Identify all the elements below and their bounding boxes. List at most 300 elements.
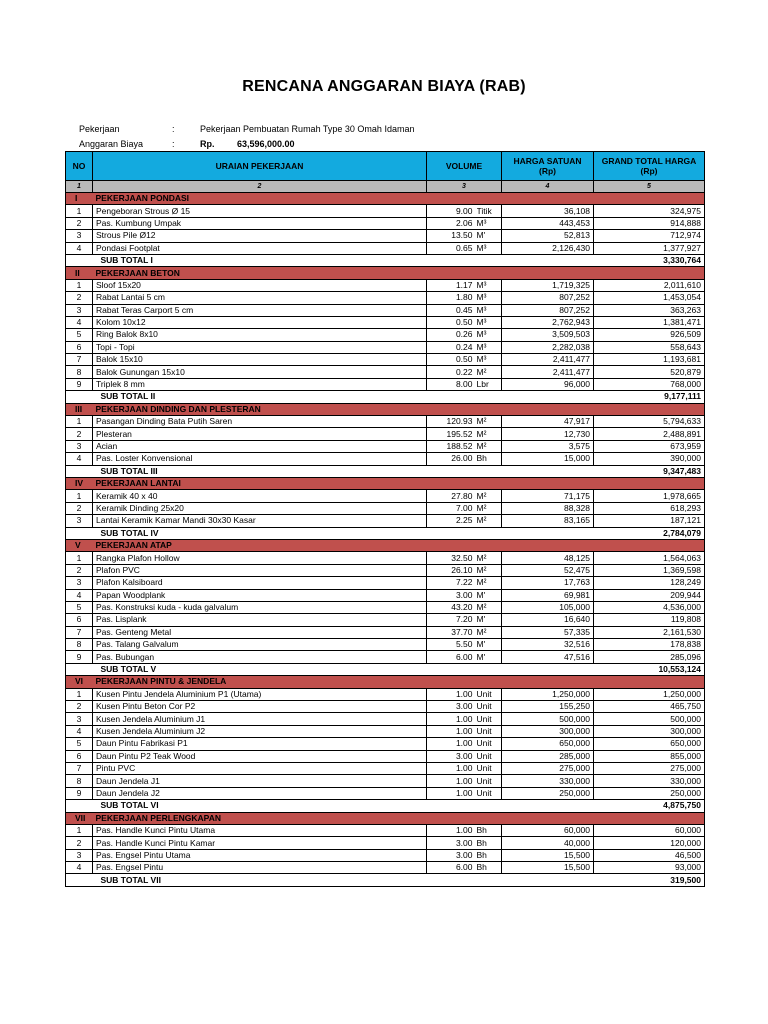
item-unit: Unit	[477, 688, 502, 700]
column-number: 1	[66, 181, 93, 193]
item-number: 2	[66, 292, 93, 304]
section-header-row	[66, 812, 705, 824]
item-total: 520,879	[594, 366, 705, 378]
item-description: Daun Pintu Fabrikasi P1	[93, 738, 427, 750]
item-unit-price: 300,000	[502, 725, 594, 737]
item-number: 2	[66, 564, 93, 576]
item-unit-price: 650,000	[502, 738, 594, 750]
table-row	[66, 837, 705, 849]
item-unit: M'	[477, 589, 502, 601]
item-unit-price: 500,000	[502, 713, 594, 725]
item-unit: M²	[477, 366, 502, 378]
subtotal-row	[66, 800, 705, 812]
item-description: Pas. Engsel Pintu Utama	[93, 849, 427, 861]
item-unit: M'	[477, 614, 502, 626]
item-total: 618,293	[594, 502, 705, 514]
item-description: Pas. Talang Galvalum	[93, 639, 427, 651]
item-total: 93,000	[594, 862, 705, 874]
item-description: Pas. Lisplank	[93, 614, 427, 626]
anggaran-value: 63,596,000.00	[237, 139, 295, 149]
item-unit: Bh	[477, 453, 502, 465]
header-harga-satuan: HARGA SATUAN (Rp)	[502, 152, 594, 181]
section-header-row	[66, 193, 705, 205]
item-unit: M³	[477, 341, 502, 353]
table-row	[66, 775, 705, 787]
subtotal-value: 3,330,764	[594, 254, 705, 266]
item-number: 6	[66, 614, 93, 626]
item-description: Pas. Kumbung Umpak	[93, 217, 427, 229]
item-description: Keramik 40 x 40	[93, 490, 427, 502]
item-total: 300,000	[594, 725, 705, 737]
table-row	[66, 849, 705, 861]
item-unit-price: 96,000	[502, 378, 594, 390]
item-unit: M²	[477, 552, 502, 564]
item-unit-price: 285,000	[502, 750, 594, 762]
item-number: 1	[66, 552, 93, 564]
item-unit-price: 3,575	[502, 440, 594, 452]
item-description: Daun Jendela J2	[93, 787, 427, 799]
item-volume: 120.93	[427, 416, 477, 428]
item-unit: M'	[477, 230, 502, 242]
item-description: Plafon Kalsiboard	[93, 577, 427, 589]
item-volume: 43.20	[427, 601, 477, 613]
subtotal-spacer	[66, 391, 93, 403]
item-unit: M²	[477, 601, 502, 613]
item-unit-price: 88,328	[502, 502, 594, 514]
item-unit-price: 250,000	[502, 787, 594, 799]
item-number: 5	[66, 738, 93, 750]
item-unit: M²	[477, 440, 502, 452]
item-description: Kusen Pintu Jendela Aluminium P1 (Utama)	[93, 688, 427, 700]
section-name: PEKERJAAN ATAP	[93, 539, 705, 551]
item-unit: Unit	[477, 762, 502, 774]
item-unit: M³	[477, 292, 502, 304]
item-unit: Unit	[477, 750, 502, 762]
item-unit-price: 71,175	[502, 490, 594, 502]
item-number: 8	[66, 639, 93, 651]
item-description: Kusen Jendela Aluminium J2	[93, 725, 427, 737]
item-total: 2,011,610	[594, 279, 705, 291]
item-volume: 13.50	[427, 230, 477, 242]
table-row	[66, 329, 705, 341]
item-number: 3	[66, 230, 93, 242]
item-number: 3	[66, 849, 93, 861]
section-number: III	[66, 403, 93, 415]
item-unit-price: 3,509,503	[502, 329, 594, 341]
item-description: Keramik Dinding 25x20	[93, 502, 427, 514]
item-number: 2	[66, 837, 93, 849]
item-unit-price: 2,126,430	[502, 242, 594, 254]
item-unit: M³	[477, 279, 502, 291]
section-number: VI	[66, 676, 93, 688]
subtotal-value: 4,875,750	[594, 800, 705, 812]
table-row	[66, 230, 705, 242]
subtotal-spacer	[66, 465, 93, 477]
item-total: 5,794,633	[594, 416, 705, 428]
item-unit: M³	[477, 329, 502, 341]
section-name: PEKERJAAN BETON	[93, 267, 705, 279]
item-number: 4	[66, 453, 93, 465]
item-volume: 5.50	[427, 639, 477, 651]
item-description: Pas. Bubungan	[93, 651, 427, 663]
section-header-row	[66, 539, 705, 551]
item-description: Pas. Konstruksi kuda - kuda galvalum	[93, 601, 427, 613]
item-description: Kusen Pintu Beton Cor P2	[93, 701, 427, 713]
section-header-row	[66, 477, 705, 489]
item-total: 768,000	[594, 378, 705, 390]
item-unit-price: 1,250,000	[502, 688, 594, 700]
item-total: 324,975	[594, 205, 705, 217]
item-total: 2,488,891	[594, 428, 705, 440]
item-volume: 7.22	[427, 577, 477, 589]
table-row	[66, 354, 705, 366]
item-number: 5	[66, 329, 93, 341]
subtotal-row	[66, 465, 705, 477]
item-volume: 0.50	[427, 354, 477, 366]
item-total: 120,000	[594, 837, 705, 849]
section-number: IV	[66, 477, 93, 489]
item-total: 363,263	[594, 304, 705, 316]
table-row	[66, 242, 705, 254]
item-description: Kolom 10x12	[93, 316, 427, 328]
item-description: Pengeboran Strous Ø 15	[93, 205, 427, 217]
item-unit-price: 1,719,325	[502, 279, 594, 291]
item-volume: 26.00	[427, 453, 477, 465]
item-unit-price: 275,000	[502, 762, 594, 774]
table-row	[66, 217, 705, 229]
item-unit: Unit	[477, 725, 502, 737]
item-volume: 3.00	[427, 750, 477, 762]
item-total: 1,193,681	[594, 354, 705, 366]
item-number: 7	[66, 354, 93, 366]
item-unit-price: 330,000	[502, 775, 594, 787]
item-volume: 3.00	[427, 837, 477, 849]
item-unit-price: 15,500	[502, 862, 594, 874]
item-description: Papan Woodplank	[93, 589, 427, 601]
item-volume: 0.24	[427, 341, 477, 353]
item-total: 2,161,530	[594, 626, 705, 638]
item-description: Lantai Keramik Kamar Mandi 30x30 Kasar	[93, 515, 427, 527]
item-total: 178,838	[594, 639, 705, 651]
item-unit: Unit	[477, 787, 502, 799]
subtotal-value: 2,784,079	[594, 527, 705, 539]
item-total: 390,000	[594, 453, 705, 465]
item-unit: M²	[477, 428, 502, 440]
table-row	[66, 515, 705, 527]
item-unit-price: 69,981	[502, 589, 594, 601]
item-number: 5	[66, 601, 93, 613]
table-row	[66, 428, 705, 440]
item-unit: Unit	[477, 713, 502, 725]
pekerjaan-label: Pekerjaan	[79, 124, 120, 134]
item-number: 2	[66, 428, 93, 440]
item-volume: 0.65	[427, 242, 477, 254]
item-volume: 6.00	[427, 862, 477, 874]
item-number: 2	[66, 701, 93, 713]
header-uraian: URAIAN PEKERJAAN	[93, 152, 427, 181]
item-volume: 37.70	[427, 626, 477, 638]
table-row	[66, 490, 705, 502]
table-row	[66, 453, 705, 465]
item-number: 1	[66, 416, 93, 428]
subtotal-spacer	[66, 874, 93, 886]
item-volume: 1.00	[427, 725, 477, 737]
section-name: PEKERJAAN PERLENGKAPAN	[93, 812, 705, 824]
table-row	[66, 614, 705, 626]
table-row	[66, 577, 705, 589]
section-number: VII	[66, 812, 93, 824]
item-total: 650,000	[594, 738, 705, 750]
item-number: 9	[66, 378, 93, 390]
item-total: 330,000	[594, 775, 705, 787]
table-row	[66, 862, 705, 874]
item-volume: 0.45	[427, 304, 477, 316]
item-number: 7	[66, 626, 93, 638]
item-description: Pas. Handle Kunci Pintu Utama	[93, 824, 427, 836]
section-name: PEKERJAAN LANTAI	[93, 477, 705, 489]
item-number: 4	[66, 725, 93, 737]
item-total: 465,750	[594, 701, 705, 713]
header-no: NO	[66, 152, 93, 181]
item-volume: 195.52	[427, 428, 477, 440]
item-volume: 27.80	[427, 490, 477, 502]
item-unit: M²	[477, 564, 502, 576]
item-unit-price: 17,763	[502, 577, 594, 589]
item-volume: 1.00	[427, 738, 477, 750]
item-description: Pintu PVC	[93, 762, 427, 774]
item-volume: 2.06	[427, 217, 477, 229]
subtotal-label: SUB TOTAL I	[93, 254, 594, 266]
item-total: 285,096	[594, 651, 705, 663]
item-unit: M'	[477, 651, 502, 663]
item-unit-price: 15,500	[502, 849, 594, 861]
item-volume: 7.20	[427, 614, 477, 626]
table-row	[66, 626, 705, 638]
item-total: 914,888	[594, 217, 705, 229]
subtotal-row	[66, 527, 705, 539]
item-volume: 7.00	[427, 502, 477, 514]
item-volume: 8.00	[427, 378, 477, 390]
item-unit: Bh	[477, 824, 502, 836]
item-total: 712,974	[594, 230, 705, 242]
subtotal-label: SUB TOTAL III	[93, 465, 594, 477]
column-number: 2	[93, 181, 427, 193]
table-row	[66, 341, 705, 353]
item-number: 1	[66, 688, 93, 700]
table-row	[66, 738, 705, 750]
table-row	[66, 762, 705, 774]
item-total: 558,643	[594, 341, 705, 353]
item-description: Pasangan Dinding Bata Putih Saren	[93, 416, 427, 428]
table-row	[66, 701, 705, 713]
item-description: Rabat Teras Carport 5 cm	[93, 304, 427, 316]
item-unit: M²	[477, 626, 502, 638]
item-description: Topi - Topi	[93, 341, 427, 353]
item-total: 119,808	[594, 614, 705, 626]
item-volume: 1.17	[427, 279, 477, 291]
item-unit: Titik	[477, 205, 502, 217]
table-row	[66, 205, 705, 217]
rab-table	[65, 151, 705, 887]
item-unit-price: 443,453	[502, 217, 594, 229]
item-number: 1	[66, 490, 93, 502]
subtotal-label: SUB TOTAL II	[93, 391, 594, 403]
table-row	[66, 316, 705, 328]
item-volume: 3.00	[427, 589, 477, 601]
item-total: 1,381,471	[594, 316, 705, 328]
header-volume: VOLUME	[427, 152, 502, 181]
item-volume: 1.00	[427, 824, 477, 836]
table-row	[66, 601, 705, 613]
item-unit: M³	[477, 217, 502, 229]
item-number: 3	[66, 515, 93, 527]
table-row	[66, 824, 705, 836]
item-description: Balok 15x10	[93, 354, 427, 366]
item-unit-price: 15,000	[502, 453, 594, 465]
item-unit-price: 52,813	[502, 230, 594, 242]
item-number: 7	[66, 762, 93, 774]
item-unit: Bh	[477, 849, 502, 861]
item-description: Strous Pile Ø12	[93, 230, 427, 242]
item-volume: 188.52	[427, 440, 477, 452]
item-number: 8	[66, 775, 93, 787]
header-grand-total: GRAND TOTAL HARGA (Rp)	[594, 152, 705, 181]
subtotal-spacer	[66, 800, 93, 812]
item-total: 1,453,054	[594, 292, 705, 304]
item-unit: Unit	[477, 775, 502, 787]
subtotal-row	[66, 254, 705, 266]
item-description: Rangka Plafon Hollow	[93, 552, 427, 564]
item-unit-price: 2,762,943	[502, 316, 594, 328]
item-number: 4	[66, 589, 93, 601]
item-description: Daun Pintu P2 Teak Wood	[93, 750, 427, 762]
item-volume: 0.50	[427, 316, 477, 328]
item-description: Plafon PVC	[93, 564, 427, 576]
item-total: 1,369,598	[594, 564, 705, 576]
item-number: 3	[66, 304, 93, 316]
item-total: 500,000	[594, 713, 705, 725]
subtotal-label: SUB TOTAL VII	[93, 874, 594, 886]
section-name: PEKERJAAN PINTU & JENDELA	[93, 676, 705, 688]
item-unit-price: 807,252	[502, 304, 594, 316]
table-row	[66, 304, 705, 316]
item-number: 3	[66, 713, 93, 725]
item-volume: 32.50	[427, 552, 477, 564]
section-number: I	[66, 193, 93, 205]
subtotal-label: SUB TOTAL VI	[93, 800, 594, 812]
item-total: 1,978,665	[594, 490, 705, 502]
item-unit-price: 155,250	[502, 701, 594, 713]
table-header-row	[66, 152, 705, 181]
item-description: Daun Jendela J1	[93, 775, 427, 787]
subtotal-row	[66, 663, 705, 675]
item-unit-price: 32,516	[502, 639, 594, 651]
subtotal-value: 10,553,124	[594, 663, 705, 675]
item-total: 1,377,927	[594, 242, 705, 254]
item-unit: Unit	[477, 701, 502, 713]
item-total: 1,250,000	[594, 688, 705, 700]
item-description: Balok Gunungan 15x10	[93, 366, 427, 378]
subtotal-value: 9,347,483	[594, 465, 705, 477]
item-volume: 1.00	[427, 775, 477, 787]
item-number: 1	[66, 279, 93, 291]
table-row	[66, 440, 705, 452]
item-total: 673,959	[594, 440, 705, 452]
item-description: Pondasi Footplat	[93, 242, 427, 254]
subtotal-value: 319,500	[594, 874, 705, 886]
section-header-row	[66, 267, 705, 279]
item-unit-price: 36,108	[502, 205, 594, 217]
table-row	[66, 589, 705, 601]
section-number: V	[66, 539, 93, 551]
item-number: 1	[66, 205, 93, 217]
subtotal-spacer	[66, 527, 93, 539]
item-volume: 1.00	[427, 787, 477, 799]
item-number: 6	[66, 341, 93, 353]
item-unit: Bh	[477, 837, 502, 849]
item-volume: 6.00	[427, 651, 477, 663]
item-unit: M³	[477, 316, 502, 328]
table-row	[66, 688, 705, 700]
item-description: Rabat Lantai 5 cm	[93, 292, 427, 304]
item-number: 9	[66, 651, 93, 663]
table-body	[66, 193, 705, 887]
item-number: 1	[66, 824, 93, 836]
item-description: Triplek 8 mm	[93, 378, 427, 390]
table-row	[66, 292, 705, 304]
item-description: Sloof 15x20	[93, 279, 427, 291]
item-unit-price: 2,282,038	[502, 341, 594, 353]
item-volume: 26.10	[427, 564, 477, 576]
item-volume: 2.25	[427, 515, 477, 527]
item-total: 60,000	[594, 824, 705, 836]
item-unit: Bh	[477, 862, 502, 874]
section-name: PEKERJAAN PONDASI	[93, 193, 705, 205]
section-header-row	[66, 676, 705, 688]
item-unit-price: 16,640	[502, 614, 594, 626]
column-number: 5	[594, 181, 705, 193]
item-volume: 3.00	[427, 701, 477, 713]
item-volume: 9.00	[427, 205, 477, 217]
subtotal-label: SUB TOTAL V	[93, 663, 594, 675]
item-total: 275,000	[594, 762, 705, 774]
section-header-row	[66, 403, 705, 415]
item-unit: M²	[477, 416, 502, 428]
anggaran-label: Anggaran Biaya	[79, 139, 144, 149]
section-name: PEKERJAAN DINDING DAN PLESTERAN	[93, 403, 705, 415]
table-row	[66, 639, 705, 651]
pekerjaan-colon: :	[172, 124, 175, 134]
item-unit-price: 83,165	[502, 515, 594, 527]
item-number: 4	[66, 316, 93, 328]
item-description: Pas. Engsel Pintu	[93, 862, 427, 874]
item-total: 187,121	[594, 515, 705, 527]
item-volume: 3.00	[427, 849, 477, 861]
pekerjaan-value: Pekerjaan Pembuatan Rumah Type 30 Omah Idaman	[200, 124, 415, 134]
item-description: Pas. Loster Konvensional	[93, 453, 427, 465]
item-description: Kusen Jendela Aluminium J1	[93, 713, 427, 725]
item-unit: M³	[477, 354, 502, 366]
item-unit-price: 48,125	[502, 552, 594, 564]
item-unit: M²	[477, 502, 502, 514]
item-unit-price: 12,730	[502, 428, 594, 440]
column-number-row	[66, 181, 705, 193]
table-row	[66, 279, 705, 291]
table-row	[66, 502, 705, 514]
column-number: 4	[502, 181, 594, 193]
subtotal-spacer	[66, 254, 93, 266]
table-row	[66, 564, 705, 576]
